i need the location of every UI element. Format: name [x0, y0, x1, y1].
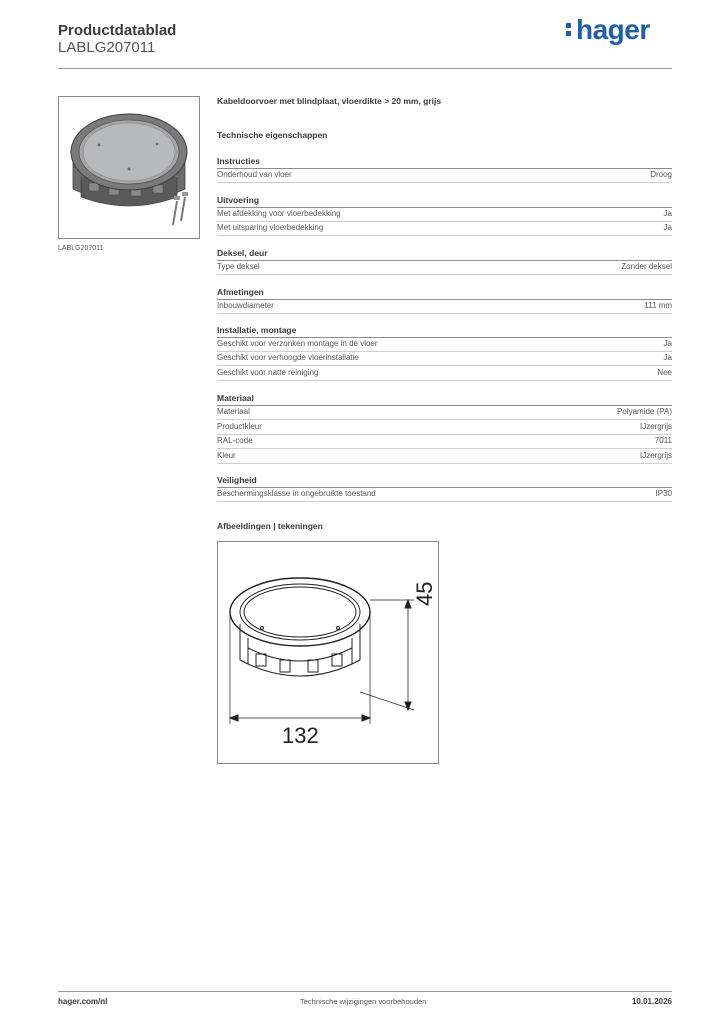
images-title: Afbeeldingen | tekeningen	[217, 521, 323, 531]
property-value: Ja	[663, 209, 672, 218]
footer-divider	[58, 991, 672, 992]
property-row	[217, 435, 672, 449]
property-key: Materiaal	[217, 407, 250, 416]
property-key: Inbouwdiameter	[217, 301, 274, 310]
property-value: Polyamide (PA)	[617, 407, 672, 416]
dimension-height-label: 45	[412, 581, 437, 606]
property-key: Met afdekking voor vloerbedekking	[217, 209, 341, 218]
property-value: Ja	[663, 339, 672, 348]
page-title: Productdatablad	[58, 22, 177, 39]
property-key: Type deksel	[217, 262, 260, 271]
property-value: Nee	[657, 368, 672, 377]
group-title: Deksel, deur	[217, 248, 268, 258]
property-key: Productkleur	[217, 422, 262, 431]
property-row	[217, 421, 672, 435]
dimension-drawing	[218, 542, 438, 763]
property-value: Ja	[663, 353, 672, 362]
property-row	[217, 352, 672, 366]
property-value: 111 mm	[644, 301, 672, 310]
product-thumbnail	[58, 96, 200, 239]
property-row	[217, 169, 672, 183]
property-key: RAL-code	[217, 436, 253, 445]
property-row	[217, 450, 672, 464]
group-title: Veiligheid	[217, 475, 257, 485]
group-title: Uitvoering	[217, 195, 260, 205]
property-value: Zonder deksel	[621, 262, 672, 271]
footer-date: 10.01.2026	[631, 997, 672, 1006]
property-row	[217, 338, 672, 352]
property-value: Droog	[650, 170, 672, 179]
property-key: Geschikt voor natte reiniging	[217, 368, 319, 377]
dimension-width-label: 132	[282, 723, 319, 748]
technical-drawing	[217, 541, 439, 764]
thumbnail-caption: LABLG207011	[58, 245, 104, 252]
property-value: IJzergrijs	[639, 451, 672, 460]
group-title: Afmetingen	[217, 287, 264, 297]
property-row	[217, 367, 672, 381]
property-row	[217, 208, 672, 222]
property-key: Geschikt voor verzonken montage in de vloer	[217, 339, 378, 348]
property-row	[217, 406, 672, 420]
property-key: Kleur	[217, 451, 236, 460]
property-value: 7011	[654, 436, 672, 445]
logo-text: hager	[576, 14, 650, 45]
property-key: Onderhoud van vloer	[217, 170, 292, 179]
property-value: Ja	[663, 223, 672, 232]
group-title: Instructies	[217, 156, 260, 166]
product-thumbnail-image	[59, 97, 199, 238]
product-title: Kabeldoorvoer met blindplaat, vloerdikte > 20 mm, grijs	[217, 96, 442, 106]
group-title: Installatie, montage	[217, 325, 297, 335]
footer-website: hager.com/nl	[58, 997, 108, 1006]
property-value: IP30	[655, 489, 672, 498]
property-key: Geschikt voor verhoogde vloerinstallatie	[217, 353, 359, 362]
property-row	[217, 222, 672, 236]
property-row	[217, 261, 672, 275]
product-code: LABLG207011	[58, 39, 156, 56]
property-row	[217, 300, 672, 314]
property-value: IJzergrijs	[639, 422, 672, 431]
property-key: Beschermingsklasse in ongebruikte toestand	[217, 489, 376, 498]
header-divider	[58, 68, 672, 69]
footer-disclaimer: Technische wijzigingen voorbehouden	[300, 997, 427, 1006]
logo-dots-icon	[566, 14, 573, 36]
property-row	[217, 488, 672, 502]
group-title: Materiaal	[217, 393, 254, 403]
property-key: Met uitsparing vloerbedekking	[217, 223, 324, 232]
hager-logo	[566, 14, 650, 46]
technical-properties-title: Technische eigenschappen	[217, 130, 328, 140]
